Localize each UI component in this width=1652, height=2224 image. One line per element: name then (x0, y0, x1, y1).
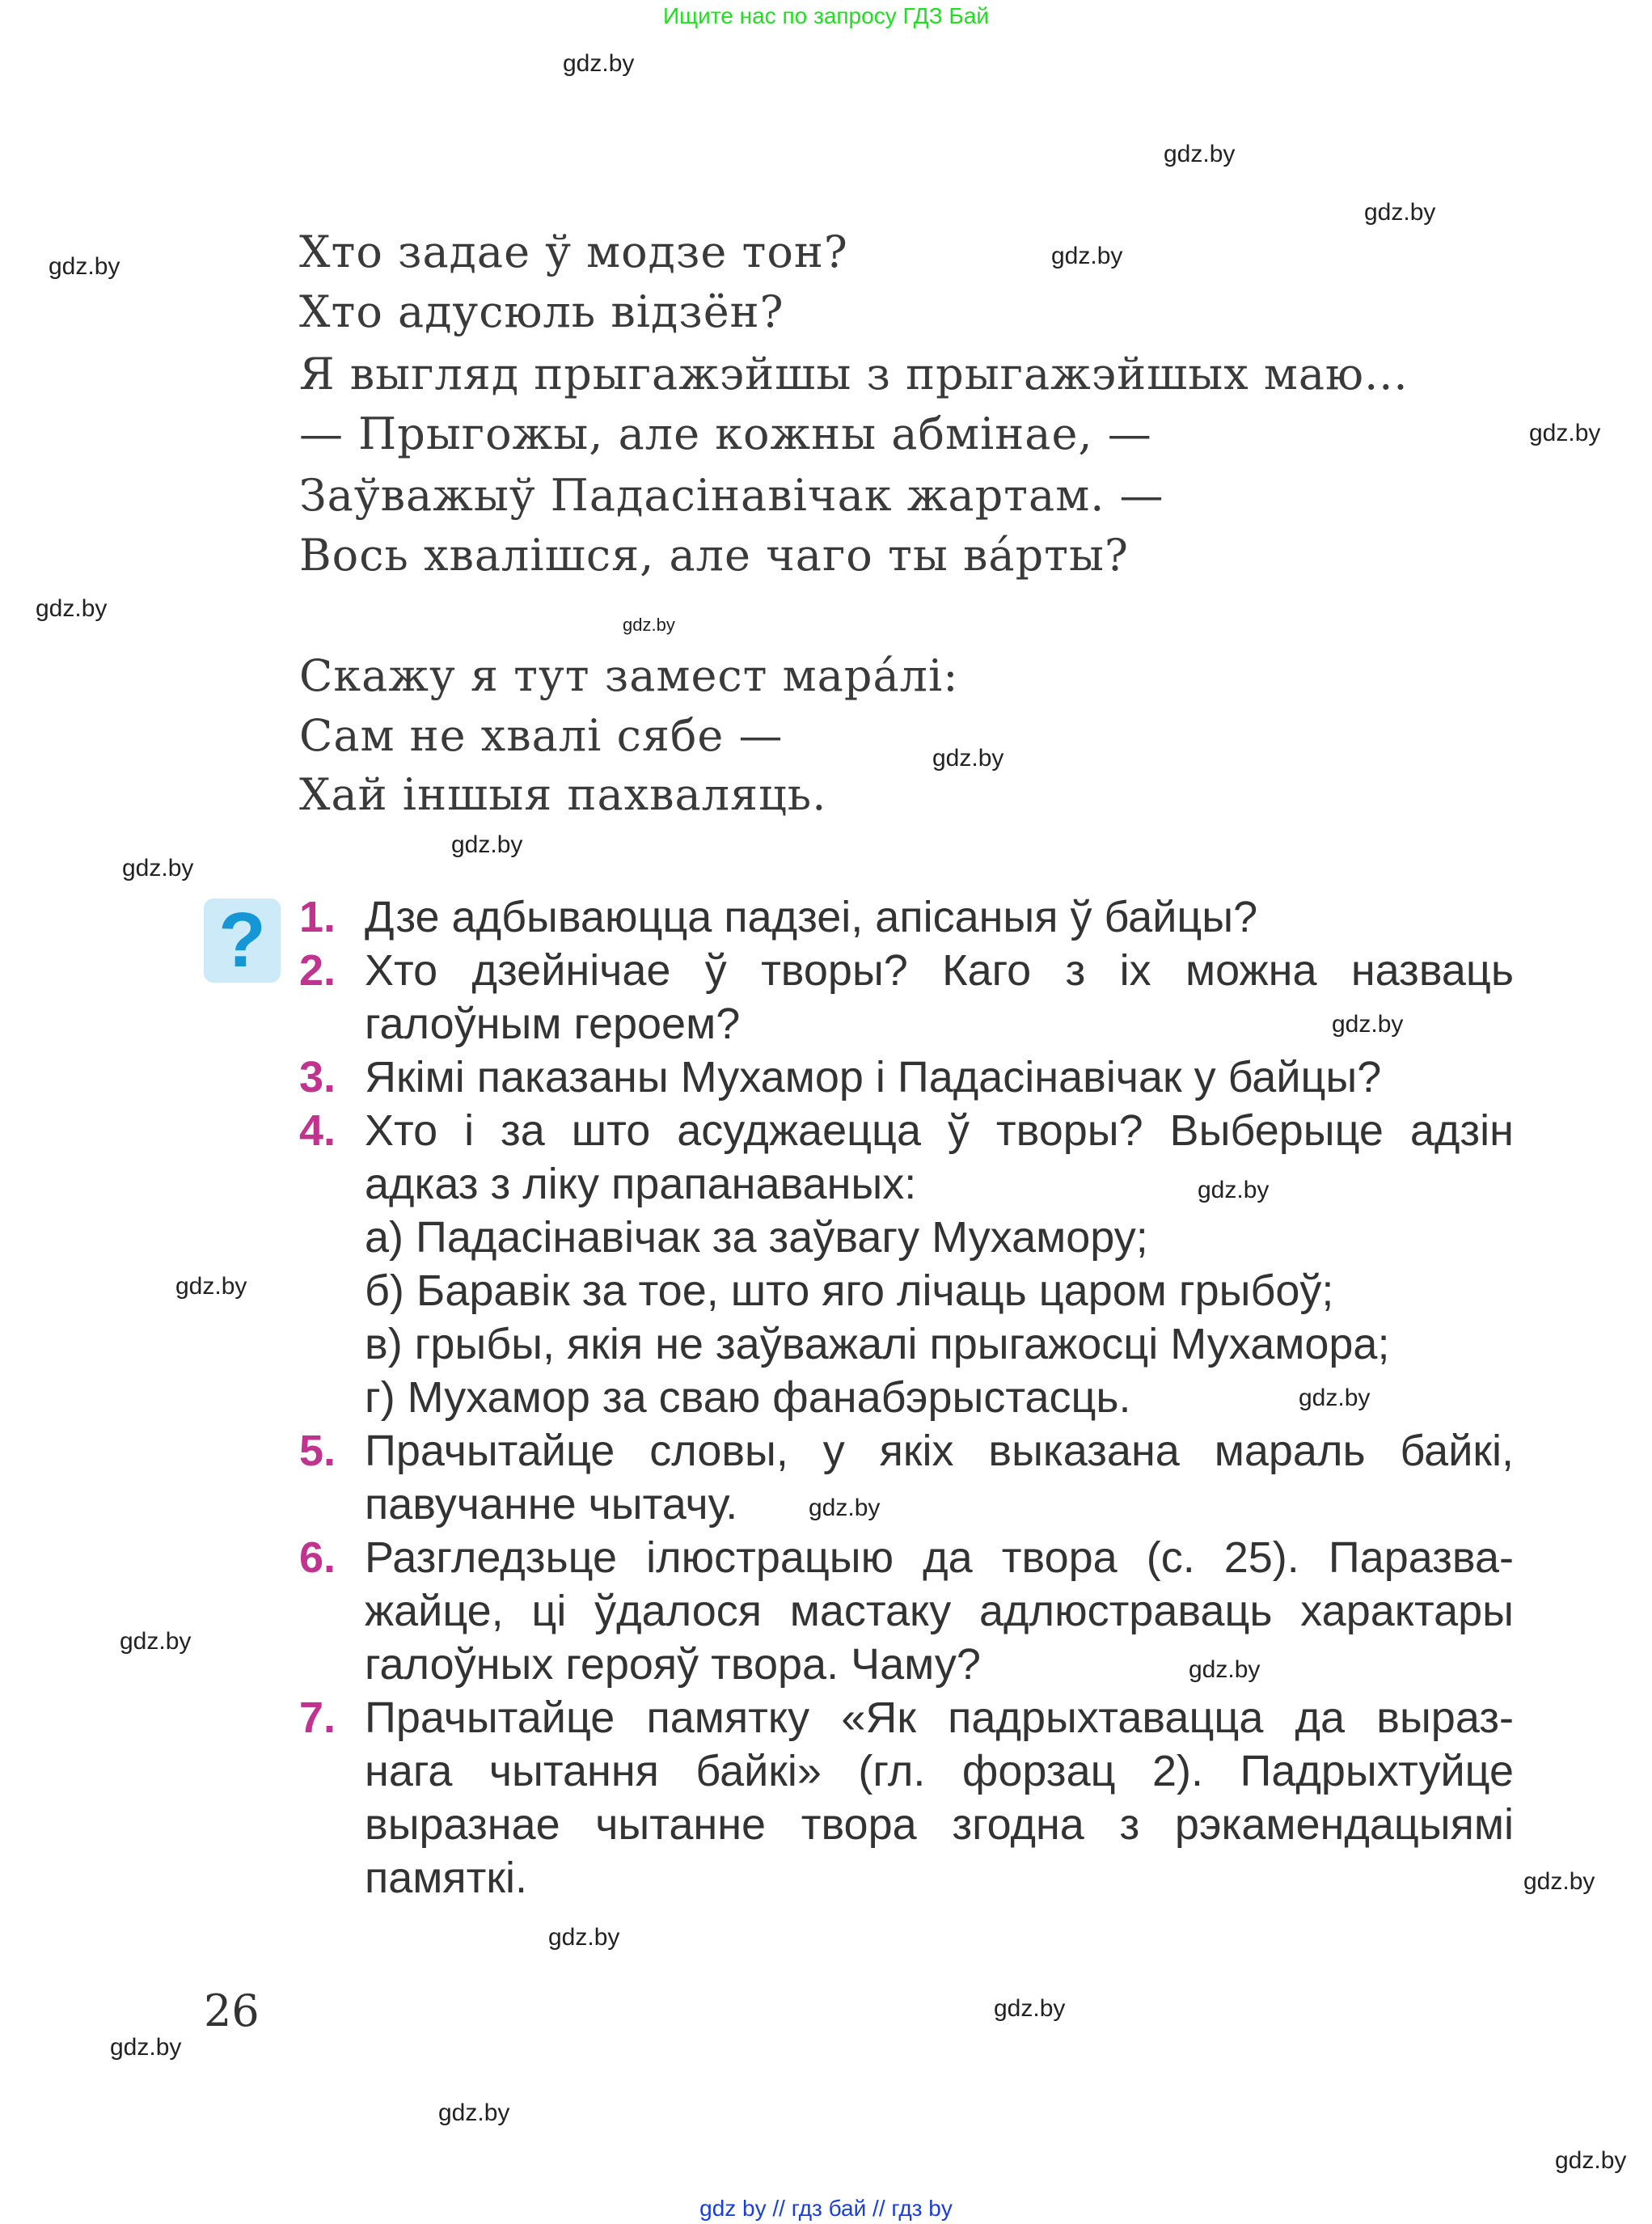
watermark-text: gdz.by (1051, 243, 1123, 269)
watermark-text: gdz.by (110, 2034, 182, 2061)
question-text-line: Прачытайце памятку «Як падрыхтавацца да выраз- (365, 1693, 1514, 1742)
question-text-line: Якімі паказаны Мухамор і Падасінавічак у байцы? (365, 1053, 1382, 1101)
answer-option: а) Падасінавічак за заўвагу Мухамору; (365, 1213, 1148, 1262)
question-text-line: Хто і за што асуджаецца ў творы? Выберыце адзін (365, 1106, 1514, 1155)
watermark-text: gdz.by (994, 1995, 1066, 2022)
poem-line: Я выгляд прыгажэйшы з прыгажэйшых маю... (299, 349, 1409, 400)
question-text-line: Прачытайце словы, у якіх выказана мараль байкі, (365, 1427, 1514, 1475)
question-text-line: Разгледзьце ілюстрацыю да твора (с. 25). Паразва- (365, 1533, 1514, 1582)
question-item (299, 1531, 1514, 1691)
watermark-text: gdz.by (1299, 1385, 1371, 1411)
watermark-text: gdz.by (563, 50, 635, 77)
poem-line: Хай іншыя пахваляць. (299, 769, 827, 820)
question-number: 4. (299, 1106, 336, 1155)
watermark-text: gdz.by (1189, 1656, 1261, 1683)
question-number: 3. (299, 1053, 336, 1101)
watermark-text: gdz.by (175, 1273, 247, 1300)
watermark-text: gdz.by (1555, 2147, 1627, 2174)
question-text-line: выразнае чытанне твора згодна з рэкамендацыямі (365, 1800, 1514, 1849)
question-text-line: Хто дзейнічае ў творы? Каго з іх можна назваць (365, 946, 1514, 995)
top-banner[interactable]: Ищите нас по запросу ГДЗ Бай (662, 3, 990, 28)
poem-line: Хто адусюль відзён? (299, 286, 784, 337)
poem-line: Заўважыў Падасінавічак жартам. — (299, 470, 1164, 521)
watermark-text: gdz.by (932, 745, 1004, 772)
watermark-text: gdz.by (49, 253, 120, 280)
watermark-text: gdz.by (623, 615, 675, 635)
watermark-text: gdz.by (1164, 141, 1236, 167)
question-text-line: нага чытання байкі» (гл. форзац 2). Падрыхтуйце (365, 1747, 1514, 1795)
watermark-text: gdz.by (451, 831, 523, 858)
question-item (299, 1104, 1514, 1424)
watermark-text: gdz.by (36, 595, 108, 622)
watermark-text: gdz.by (1364, 199, 1436, 226)
question-mark-icon: ? (204, 898, 281, 983)
question-number: 2. (299, 946, 336, 995)
watermark-text: gdz.by (438, 2099, 510, 2126)
question-number: 1. (299, 893, 336, 941)
question-text-line: адказ з ліку прапанаваных: (365, 1160, 917, 1208)
poem-line: Сам не хвалі сябе — (299, 710, 784, 761)
question-text-line: Дзе адбываюцца падзеі, апісаныя ў байцы? (365, 893, 1258, 941)
poem-line: Хто задае ў модзе тон? (299, 226, 848, 277)
watermark-text: gdz.by (1332, 1011, 1404, 1038)
poem-line: Скажу я тут замест мара́лі: (299, 650, 959, 701)
watermark-text: gdz.by (1529, 420, 1601, 446)
question-item (299, 890, 1514, 944)
question-text-line: галоўным героем? (365, 1000, 741, 1048)
question-item (299, 1051, 1514, 1104)
question-text-line: жайце, ці ўдалося мастаку адлюстраваць характары (365, 1587, 1514, 1635)
question-number: 7. (299, 1693, 336, 1742)
question-text-line: павучанне чытачу. (365, 1480, 738, 1528)
watermark-text: gdz.by (548, 1924, 620, 1951)
question-text-line: галоўных герояў твора. Чаму? (365, 1640, 981, 1689)
question-item (299, 1691, 1514, 1905)
question-number: 6. (299, 1533, 336, 1582)
poem-line: — Прыгожы, але кожны абмінае, — (299, 408, 1152, 459)
answer-option: в) грыбы, якія не заўважалі прыгажосці Мухамора; (365, 1320, 1390, 1368)
watermark-text: gdz.by (120, 1628, 192, 1655)
question-text-line: памяткі. (365, 1854, 527, 1902)
question-item (299, 1424, 1514, 1531)
watermark-text: gdz.by (1198, 1177, 1270, 1203)
question-number: 5. (299, 1427, 336, 1475)
watermark-text: gdz.by (1523, 1868, 1595, 1895)
answer-option: б) Баравік за тое, што яго лічаць царом грыбоў; (365, 1266, 1334, 1315)
page-number: 26 (204, 1985, 260, 2036)
watermark-text: gdz.by (122, 855, 194, 882)
poem-line: Вось хвалішся, але чаго ты ва́рты? (299, 530, 1129, 581)
watermark-text: gdz.by (809, 1495, 881, 1521)
footer-links[interactable]: gdz by // гдз бай // гдз by (699, 2196, 953, 2221)
answer-option: г) Мухамор за сваю фанабэрыстасць. (365, 1373, 1131, 1422)
